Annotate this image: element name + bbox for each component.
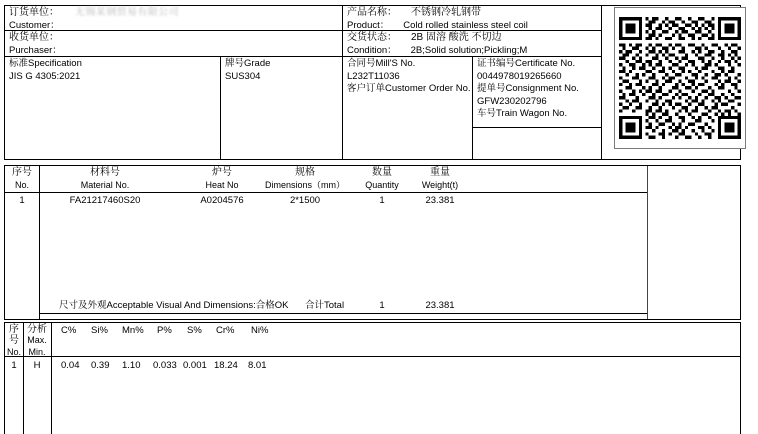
chemistry-table-header-row (5, 323, 740, 357)
chem-element-header-si: Si% (91, 325, 108, 336)
product-value-cn: 不锈钢冷轧钢带 (411, 7, 481, 18)
col-header-weight (409, 166, 471, 191)
total-row (5, 300, 647, 314)
mill-no-value: L232T11036 (347, 70, 400, 82)
chem-value-si: 0.39 (91, 360, 110, 371)
col-header-heat-en: Heat No (205, 180, 239, 190)
train-wagon-no-label: 车号Train Wagon No. (477, 108, 568, 119)
header-left-column (5, 6, 343, 159)
col-header-heat-cn: 炉号 (212, 167, 232, 178)
mill-no-label: 合同号Mill'S No. (347, 58, 416, 69)
header-col-divider (39, 166, 40, 192)
col-header-dimensions-cn: 规格 (295, 167, 315, 178)
cell-material-no: FA21217460S20 (69, 195, 141, 206)
purchaser-label-en: Purchaser： (9, 44, 62, 56)
specification-value: JIS G 4305:2021 (9, 70, 81, 82)
col-header-material-en: Material No. (80, 180, 130, 190)
chem-value-ni: 8.01 (248, 360, 267, 371)
chem-analysis-max: Max. (27, 335, 47, 346)
condition-cn-line (347, 32, 597, 45)
col-header-dimensions-en: Dimensions（mm） (264, 180, 345, 190)
condition-value-en: 2B;Solid solution;Pickling;M (410, 44, 528, 56)
product-row (343, 6, 601, 31)
chem-no-cn2: 号 (9, 335, 19, 347)
certificate-top-cell (473, 57, 601, 128)
grade-value: SUS304 (225, 70, 261, 82)
product-cn-line (347, 7, 597, 20)
purchaser-row (5, 31, 342, 57)
product-label-cn: 产品名称： (347, 7, 397, 18)
customer-value: 无锡某钢贸易有限公司 (75, 7, 179, 18)
total-label: 合计Total (305, 300, 345, 311)
col-header-no-en: No. (14, 180, 29, 190)
product-value-en: Cold rolled stainless steel coil (403, 19, 528, 31)
qr-code-frame (614, 7, 746, 149)
table-row (5, 360, 740, 374)
cell-weight: 23.381 (425, 195, 455, 206)
chem-value-s: 0.001 (183, 360, 207, 371)
col-header-quantity (351, 166, 413, 191)
product-table (4, 165, 741, 320)
product-table-body (5, 193, 647, 319)
certificate-bottom-cell (473, 128, 601, 159)
product-label-en: Product： (347, 19, 390, 31)
specification-label: 标准Specification (9, 58, 82, 69)
chemistry-table-body (5, 357, 740, 434)
chem-element-header-c: C% (61, 325, 77, 336)
total-quantity: 1 (379, 300, 385, 311)
chem-cell-no: 1 (11, 360, 17, 371)
product-table-right-blank (648, 166, 740, 319)
chem-element-header-s: S% (187, 325, 202, 336)
chem-analysis-min: Min. (28, 346, 46, 357)
product-table-left (5, 166, 648, 319)
mill-no-cell (343, 57, 473, 159)
customer-row (5, 6, 342, 31)
customer-cn-line (9, 7, 338, 20)
visual-inspection-note: 尺寸及外观Acceptable Visual And Dimensions:合格OK (59, 300, 289, 311)
grade-label: 牌号Grade (225, 58, 271, 69)
chem-element-header-cr: Cr% (216, 325, 235, 336)
chem-col-header-no (5, 324, 23, 358)
spec-grade-row (5, 57, 342, 159)
condition-row (343, 31, 601, 57)
table-row (5, 195, 647, 209)
certificate-no-value: 0044978019265660 (477, 70, 562, 82)
chem-value-p: 0.033 (153, 360, 177, 371)
col-header-weight-cn: 重量 (430, 167, 450, 178)
col-header-no (5, 166, 39, 191)
condition-label-cn: 交货状态： (347, 32, 397, 43)
condition-en-line (347, 45, 597, 58)
col-header-material-cn: 材料号 (90, 167, 120, 178)
chem-value-c: 0.04 (61, 360, 80, 371)
customer-label-en: Customer： (9, 19, 60, 31)
col-header-quantity-en: Quantity (365, 180, 399, 190)
cell-no: 1 (19, 195, 25, 206)
chem-cell-analysis: H (33, 360, 41, 371)
qr-cell (602, 6, 740, 159)
condition-label-en: Condition： (347, 44, 397, 56)
customer-label-cn: 订货单位： (9, 7, 59, 18)
certificate-cell (473, 57, 601, 159)
chem-element-header-ni: Ni% (251, 325, 269, 336)
col-header-quantity-cn: 数量 (372, 167, 392, 178)
purchaser-label-cn: 收货单位： (9, 32, 59, 43)
condition-value-cn: 2B 固溶 酸洗 不切边 (411, 32, 502, 43)
certificate-header-block (4, 5, 741, 160)
consignment-no-label: 提单号Consignment No. (477, 83, 579, 94)
product-table-header-row (5, 166, 647, 193)
chem-no-cn1: 序 (9, 324, 19, 335)
chem-col-header-analysis (23, 324, 51, 358)
specification-cell (5, 57, 221, 159)
chemistry-table (4, 322, 741, 434)
chem-value-cr: 18.24 (214, 360, 238, 371)
chem-divider-2 (51, 323, 52, 356)
chem-no-en: No. (6, 346, 21, 357)
numbers-row (343, 57, 601, 159)
chem-element-header-mn: Mn% (122, 325, 144, 336)
header-right-column (343, 6, 602, 159)
consignment-no-value: GFW230202796 (477, 95, 547, 107)
cell-quantity: 1 (379, 195, 385, 206)
chem-analysis-cn: 分析 (27, 324, 47, 335)
chem-value-mn: 1.10 (122, 360, 141, 371)
customer-order-no-label: 客户订单Customer Order No. (347, 83, 471, 94)
grade-cell (221, 57, 342, 161)
certificate-no-label: 证书编号Certificate No. (477, 58, 576, 69)
col-header-weight-en: Weight(t) (421, 180, 459, 190)
col-header-no-cn: 序号 (12, 167, 32, 178)
chem-element-header-p: P% (157, 325, 172, 336)
cell-dimensions: 2*1500 (289, 195, 321, 206)
total-weight: 23.381 (425, 300, 455, 311)
col-header-material-no (45, 166, 165, 191)
qr-code (619, 12, 741, 144)
cell-heat-no: A0204576 (200, 195, 244, 206)
